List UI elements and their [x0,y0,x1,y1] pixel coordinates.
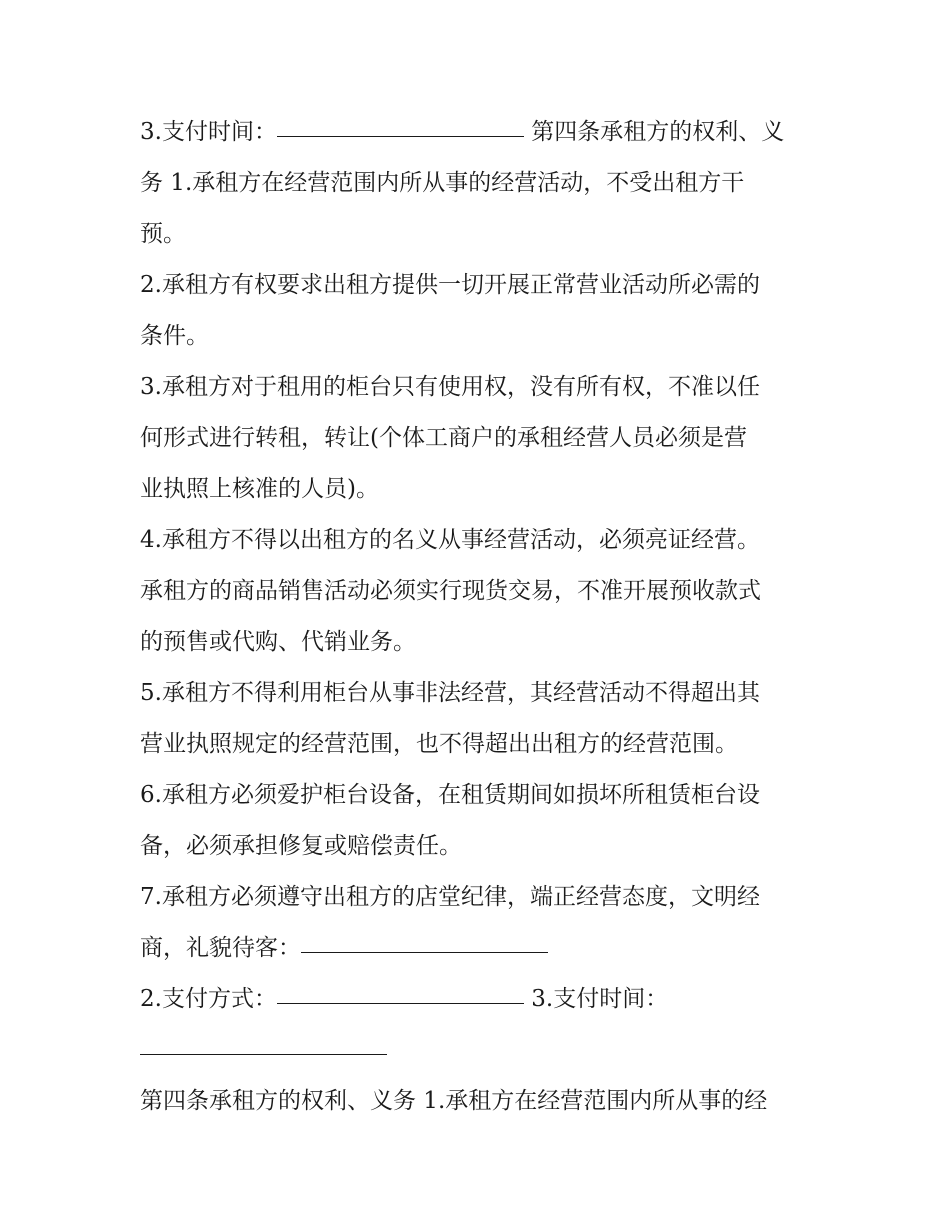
courtesy-label: 商，礼貌待客： [140,935,301,961]
text-line: 务 1.承租方在经营范围内所从事的经营活动，不受出租方干 [140,170,745,196]
blank-underline [277,136,524,137]
blank-underline [277,1003,524,1004]
payment-method-label: 2.支付方式： [140,986,277,1012]
document-page [140,107,820,1127]
payment-time-label: 3.支付时间： [531,986,669,1012]
text-line: 第四条承租方的权利、义务 1.承租方在经营范围内所从事的经 [140,1088,768,1114]
text-line: 业执照上核准的人员)。 [140,476,379,502]
text-line: 备，必须承担修复或赔偿责任。 [140,833,462,859]
text-line: 的预售或代购、代销业务。 [140,629,416,655]
text-line [140,107,820,158]
text-line: 7.承租方必须遵守出租方的店堂纪律，端正经营态度，文明经 [140,884,760,910]
text-line [140,923,820,974]
text-line: 6.承租方必须爱护柜台设备，在租赁期间如损坏所租赁柜台设 [140,782,760,808]
text-line: 预。 [140,221,186,247]
text-line [140,974,820,1025]
text-line: 何形式进行转租，转让(个体工商户的承租经营人员必须是营 [140,425,747,451]
text-line: 3.承租方对于租用的柜台只有使用权，没有所有权，不准以任 [140,374,760,400]
text-line: 条件。 [140,323,209,349]
blank-underline [301,952,548,953]
text-line: 承租方的商品销售活动必须实行现货交易，不准开展预收款式 [140,578,761,604]
text-line: 营业执照规定的经营范围，也不得超出出租方的经营范围。 [140,731,738,757]
article-four-heading: 第四条承租方的权利、义 [531,119,785,145]
text-line: 2.承租方有权要求出租方提供一切开展正常营业活动所必需的 [140,272,760,298]
payment-time-label: 3.支付时间： [140,119,277,145]
blank-underline [140,1054,387,1055]
text-line [140,1025,820,1076]
text-line: 5.承租方不得利用柜台从事非法经营，其经营活动不得超出其 [140,680,760,706]
text-line: 4.承租方不得以出租方的名义从事经营活动，必须亮证经营。 [140,527,760,553]
